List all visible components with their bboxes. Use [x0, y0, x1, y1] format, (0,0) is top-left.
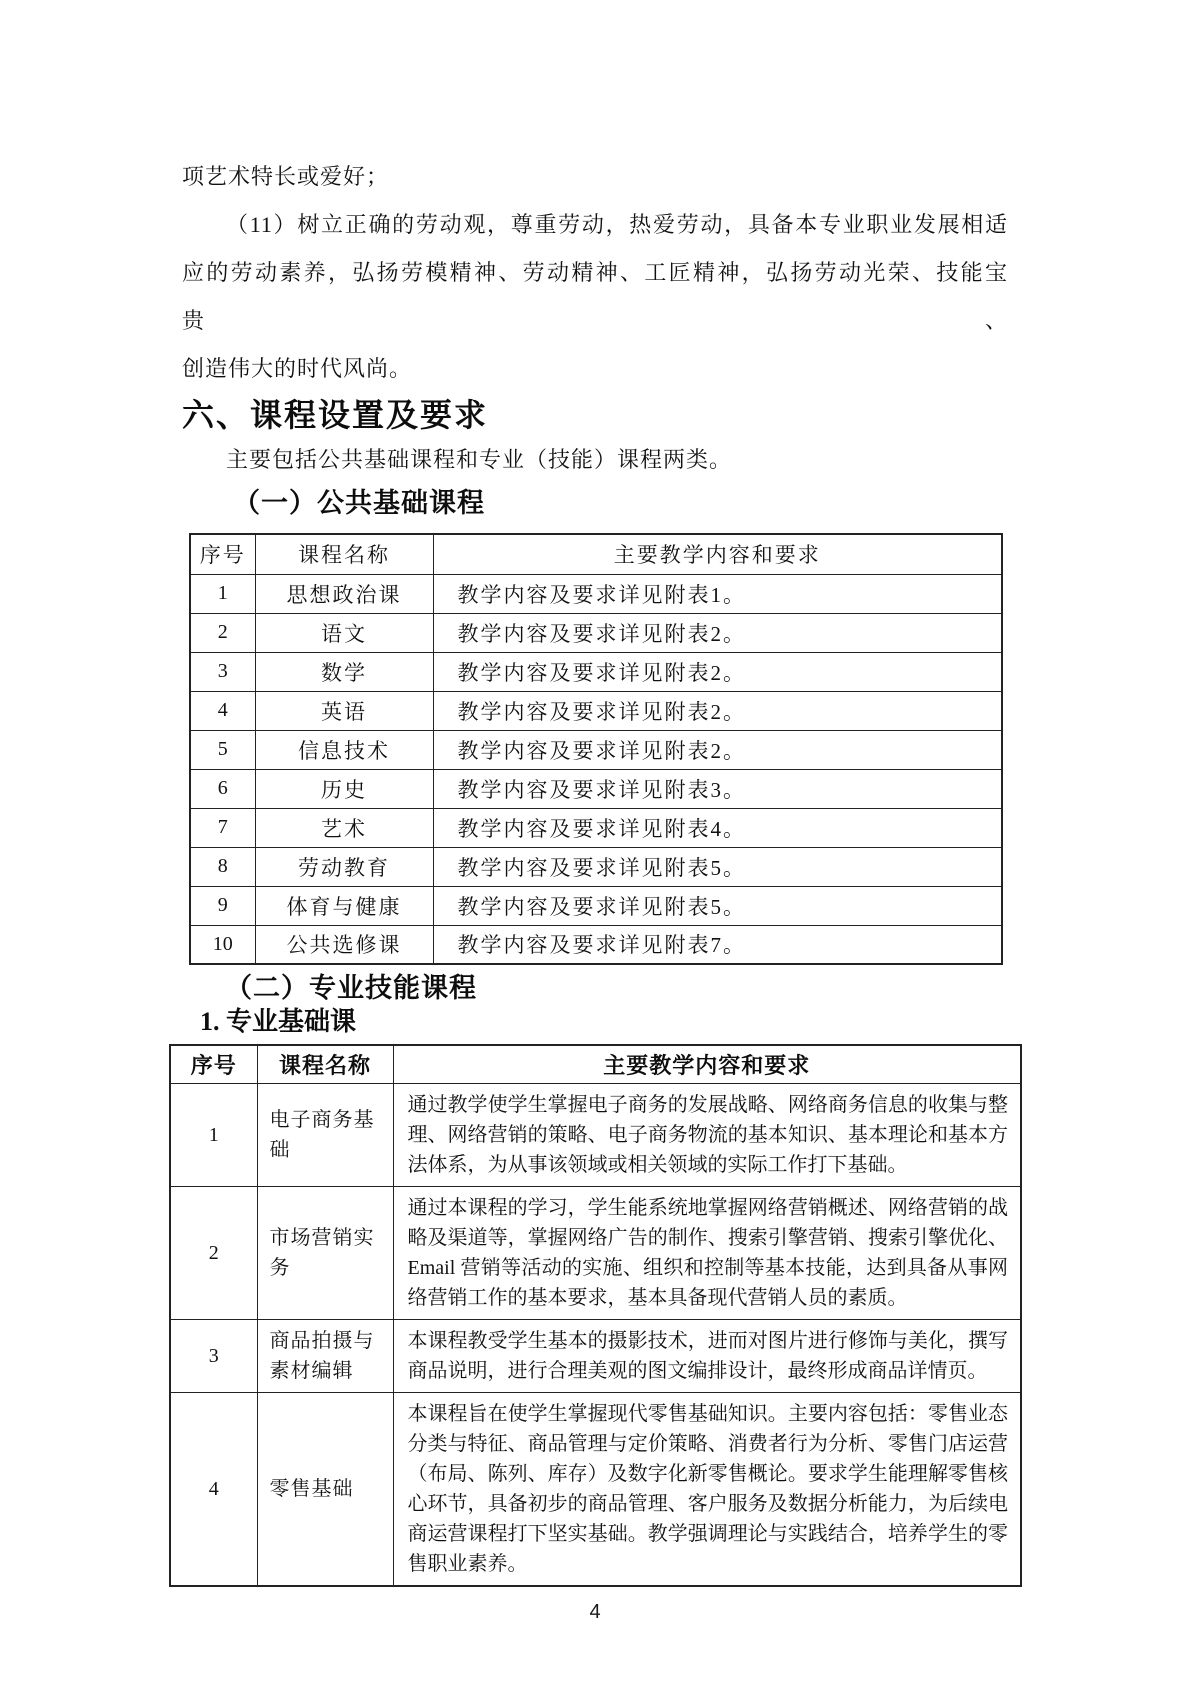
paragraph-line: 应的劳动素养，弘扬劳模精神、劳动精神、工匠精神，弘扬劳动光荣、技能宝贵、 — [182, 260, 1008, 333]
cell-course-name: 信息技术 — [255, 730, 433, 769]
cell-content: 教学内容及要求详见附表7。 — [433, 925, 1002, 964]
cell-no: 5 — [190, 730, 255, 769]
cell-no: 10 — [190, 925, 255, 964]
header-cell-course-name: 课程名称 — [257, 1045, 393, 1083]
cell-content: 教学内容及要求详见附表5。 — [433, 847, 1002, 886]
table-header-row — [170, 1045, 1021, 1083]
cell-no: 1 — [190, 574, 255, 613]
table-row — [170, 1186, 1021, 1319]
cell-no: 7 — [190, 808, 255, 847]
cell-no: 3 — [190, 652, 255, 691]
cell-course-name: 英语 — [255, 691, 433, 730]
cell-content: 教学内容及要求详见附表1。 — [433, 574, 1002, 613]
header-cell-content: 主要教学内容和要求 — [433, 534, 1002, 574]
cell-content: 教学内容及要求详见附表3。 — [433, 769, 1002, 808]
section-intro: 主要包括公共基础课程和专业（技能）课程两类。 — [226, 447, 733, 472]
header-cell-no: 序号 — [190, 534, 255, 574]
table-row — [190, 925, 1002, 964]
section-heading: 六、课程设置及要求 — [182, 397, 489, 433]
table-row — [190, 691, 1002, 730]
cell-content: 通过教学使学生掌握电子商务的发展战略、网络商务信息的收集与整理、网络营销的策略、电子商务物流的基本知识、基本理论和基本方法体系，为从事该领域或相关领域的实际工作打下基础。 — [393, 1083, 1021, 1186]
public-basic-courses-table — [189, 533, 1003, 965]
table-header-row — [190, 534, 1002, 574]
cell-content: 通过本课程的学习，学生能系统地掌握网络营销概述、网络营销的战略及渠道等，掌握网络广告的制作、搜索引擎营销、搜索引擎优化、Email 营销等活动的实施、组织和控制等基本技能，达到具备从事网络营销工作的基本要求，基本具备现代营销人员的素质。 — [393, 1186, 1021, 1319]
cell-no: 4 — [190, 691, 255, 730]
cell-course-name: 数学 — [255, 652, 433, 691]
table-row — [170, 1083, 1021, 1186]
cell-no: 3 — [170, 1319, 257, 1392]
cell-course-name: 历史 — [255, 769, 433, 808]
cell-content: 教学内容及要求详见附表2。 — [433, 730, 1002, 769]
table-row — [190, 886, 1002, 925]
cell-course-name: 劳动教育 — [255, 847, 433, 886]
subsection-item-heading-major-basic: 1. 专业基础课 — [200, 1007, 357, 1036]
subsection-heading-public-basic: （一）公共基础课程 — [233, 488, 485, 518]
cell-no: 8 — [190, 847, 255, 886]
table-row — [170, 1392, 1021, 1586]
cell-no: 4 — [170, 1392, 257, 1586]
table-row — [190, 847, 1002, 886]
cell-content: 教学内容及要求详见附表4。 — [433, 808, 1002, 847]
table-row — [170, 1319, 1021, 1392]
cell-no: 2 — [170, 1186, 257, 1319]
cell-course-name: 公共选修课 — [255, 925, 433, 964]
paragraph-line: 项艺术特长或爱好； — [182, 164, 390, 189]
cell-content: 教学内容及要求详见附表2。 — [433, 652, 1002, 691]
cell-course-name: 电子商务基础 — [257, 1083, 393, 1186]
cell-course-name: 商品拍摄与素材编辑 — [257, 1319, 393, 1392]
paragraph-line: （11）树立正确的劳动观，尊重劳动，热爱劳动，具备本专业职业发展相适 — [226, 212, 1008, 237]
header-cell-content: 主要教学内容和要求 — [393, 1045, 1021, 1083]
cell-course-name: 思想政治课 — [255, 574, 433, 613]
cell-content: 教学内容及要求详见附表2。 — [433, 691, 1002, 730]
cell-no: 2 — [190, 613, 255, 652]
cell-course-name: 艺术 — [255, 808, 433, 847]
major-basic-courses-table — [169, 1044, 1022, 1587]
page-number: 4 — [589, 1600, 601, 1623]
cell-content: 本课程教受学生基本的摄影技术，进而对图片进行修饰与美化，撰写商品说明，进行合理美观的图文编排设计，最终形成商品详情页。 — [393, 1319, 1021, 1392]
cell-course-name: 体育与健康 — [255, 886, 433, 925]
cell-course-name: 零售基础 — [257, 1392, 393, 1586]
table-row — [190, 808, 1002, 847]
header-cell-course-name: 课程名称 — [255, 534, 433, 574]
cell-no: 6 — [190, 769, 255, 808]
subsection-heading-major-skills: （二）专业技能课程 — [225, 973, 477, 1003]
cell-course-name: 语文 — [255, 613, 433, 652]
header-cell-no: 序号 — [170, 1045, 257, 1083]
cell-no: 9 — [190, 886, 255, 925]
table-row — [190, 652, 1002, 691]
table-row — [190, 730, 1002, 769]
table-row — [190, 769, 1002, 808]
cell-content: 本课程旨在使学生掌握现代零售基础知识。主要内容包括：零售业态分类与特征、商品管理与定价策略、消费者行为分析、零售门店运营（布局、陈列、库存）及数字化新零售概论。要求学生能理解零售核心环节，具备初步的商品管理、客户服务及数据分析能力，为后续电商运营课程打下坚实基础。教学强调理论与实践结合，培养学生的零售职业素养。 — [393, 1392, 1021, 1586]
paragraph-line: 创造伟大的时代风尚。 — [182, 356, 413, 381]
table-row — [190, 613, 1002, 652]
cell-no: 1 — [170, 1083, 257, 1186]
cell-content: 教学内容及要求详见附表2。 — [433, 613, 1002, 652]
leading-paragraph — [182, 153, 1008, 393]
table-row — [190, 574, 1002, 613]
cell-content: 教学内容及要求详见附表5。 — [433, 886, 1002, 925]
cell-course-name: 市场营销实务 — [257, 1186, 393, 1319]
